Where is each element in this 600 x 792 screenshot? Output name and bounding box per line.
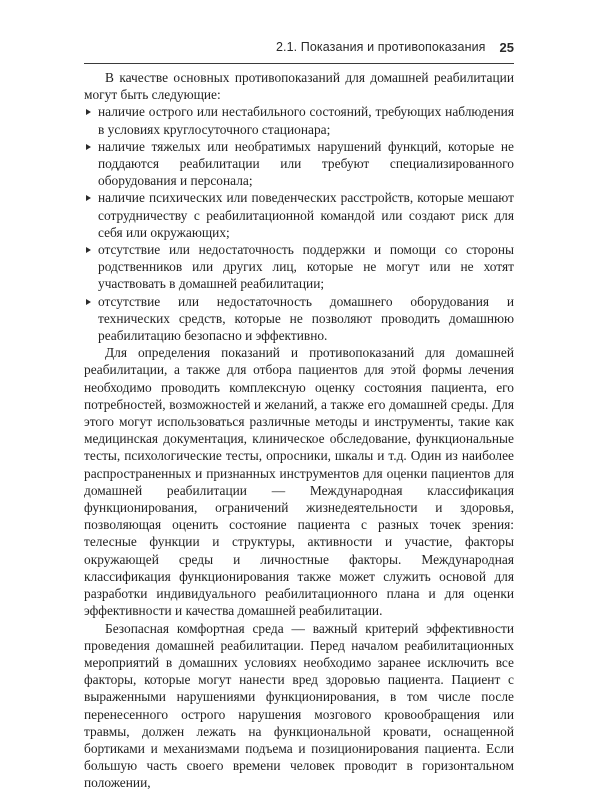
triangle-bullet-icon <box>86 144 91 150</box>
contraindications-list <box>84 103 514 344</box>
list-item <box>84 189 514 241</box>
running-header <box>84 40 514 64</box>
list-item <box>84 103 514 137</box>
triangle-bullet-icon <box>86 247 91 253</box>
intro-paragraph: В качестве основных противопоказаний для домашней реабилитации могут быть следующие: <box>84 70 514 103</box>
list-item-text: отсутствие или недостаточность поддержки и помощи со стороны родственников или других лиц, которые не могут или не хотят участвовать в домашней реабилитации; <box>98 242 514 292</box>
assessment-paragraph: Для определения показаний и противопоказаний для домашней реабилитации, а также для отбора пациентов для этой формы лечения необходимо проводить комплексную оценку состояния пациента, его потребностей, возможностей и желаний, а также его домашней среды. Для этого могут использоваться различные методы и инструменты, такие как медицинская документация, клиническое обследование, функциональные тесты, психологические тесты, опросники, шкалы и т.д. Один из наиболее распространенных и признанных инструментов для оценки пациентов для домашней реабилитации — Международная классификация функционирования, ограничений жизнедеятельности и здоровья, позволяющая оценить состояние пациента с разных точек зрения: телесные функции и структуры, активности и участие, факторы окружающей среды и личностные факторы. Международная классификация функционирования также может служить основой для разработки индивидуального реабилитационного плана и для оценки эффективности и качества домашней реабилитации. <box>84 345 514 619</box>
list-item <box>84 293 514 345</box>
list-item <box>84 241 514 293</box>
list-item <box>84 138 514 190</box>
section-title: 2.1. Показания и противопоказания <box>275 40 486 54</box>
list-item-text: отсутствие или недостаточность домашнего оборудования и технических средств, которые не позволяют проводить домашнюю реабилитацию безопасно и эффективно. <box>98 293 514 344</box>
page-number: 25 <box>499 40 514 55</box>
triangle-bullet-icon <box>86 195 91 201</box>
environment-paragraph: Безопасная комфортная среда — важный критерий эффективности проведения домашней реабилитации. Перед началом реабилитационных мероприятий в домашних условиях необходимо заранее исключить все факторы, которые могут нанести вред здоровью пациента. Пациент с выраженными нарушениями функционирования, в том числе после перенесенного острого нарушения мозгового кровообращения или травмы, должен лежать на функциональной кровати, оснащенной бортиками и механизмами подъема и позиционирования пациента. Если большую часть своего времени человек проводит в горизонтальном положении, <box>84 620 514 791</box>
list-item-text: наличие психических или поведенческих расстройств, которые мешают сотрудничеству с реабилитационной командой или создают риск для себя или окружающих; <box>98 190 514 240</box>
triangle-bullet-icon <box>86 299 91 305</box>
list-item-text: наличие тяжелых или необратимых нарушений функций, которые не поддаются реабилитации или требуют специализированного оборудования и персонала; <box>98 138 514 189</box>
list-item-text: наличие острого или нестабильного состояний, требующих наблюдения в условиях круглосуточного стационара; <box>98 104 514 137</box>
triangle-bullet-icon <box>86 109 91 115</box>
body-text <box>84 69 514 792</box>
